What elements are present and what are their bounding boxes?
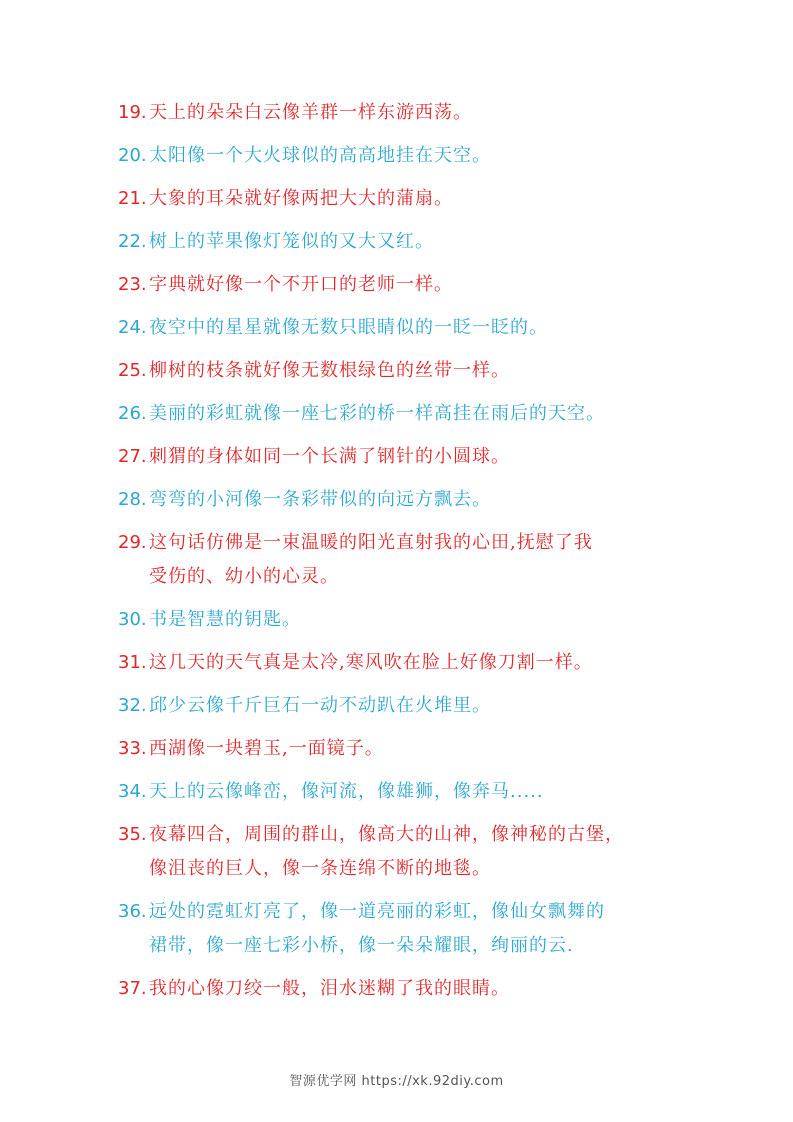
list-item: [118, 689, 718, 723]
list-item: [118, 225, 718, 259]
list-item: [118, 775, 718, 809]
item-text: 这句话仿佛是一束温暖的阳光直射我的心田,抚慰了我 受伤的、幼小的心灵。: [149, 532, 593, 587]
item-number: 37.: [118, 978, 147, 999]
item-number: 28.: [118, 489, 147, 510]
item-text: 西湖像一块碧玉,一面镜子。: [149, 738, 384, 759]
item-number: 36.: [118, 901, 147, 922]
item-text: 我的心像刀绞一般，泪水迷糊了我的眼睛。: [149, 978, 510, 999]
item-number: 32.: [118, 695, 147, 716]
item-text: 邱少云像千斤巨石一动不动趴在火堆里。: [149, 695, 491, 716]
list-item: [118, 354, 718, 388]
list-item: [118, 268, 718, 302]
item-text: 远处的霓虹灯亮了，像一道亮丽的彩虹，像仙女飘舞的 裙带，像一座七彩小桥，像一朵朵耀眼，绚丽的云.: [149, 901, 605, 956]
item-number: 23.: [118, 274, 147, 295]
item-number: 30.: [118, 609, 147, 630]
item-text: 柳树的枝条就好像无数根绿色的丝带一样。: [149, 360, 510, 381]
item-number: 27.: [118, 446, 147, 467]
list-item: [118, 139, 718, 173]
list-item: [118, 646, 718, 680]
item-number: 29.: [118, 532, 147, 553]
list-item: [118, 732, 718, 766]
list-item: [118, 96, 718, 130]
item-text: 夜幕四合，周围的群山，像高大的山神，像神秘的古堡， 像沮丧的巨人，像一条连绵不断的地毯。: [149, 824, 624, 879]
item-text: 美丽的彩虹就像一座七彩的桥一样高挂在雨后的天空。: [149, 403, 605, 424]
item-text: 大象的耳朵就好像两把大大的蒲扇。: [149, 188, 453, 209]
item-text: 树上的苹果像灯笼似的又大又红。: [149, 231, 434, 252]
item-number: 33.: [118, 738, 147, 759]
item-number: 21.: [118, 188, 147, 209]
item-number: 24.: [118, 317, 147, 338]
item-number: 26.: [118, 403, 147, 424]
item-text: 夜空中的星星就像无数只眼睛似的一眨一眨的。: [149, 317, 548, 338]
list-item: [118, 895, 718, 963]
item-text: 天上的朵朵白云像羊群一样东游西荡。: [149, 102, 472, 123]
item-text: 太阳像一个大火球似的高高地挂在天空。: [149, 145, 491, 166]
item-text: 天上的云像峰峦，像河流，像雄狮，像奔马.....: [149, 781, 544, 802]
item-number: 25.: [118, 360, 147, 381]
item-text: 刺猬的身体如同一个长满了钢针的小圆球。: [149, 446, 510, 467]
item-number: 20.: [118, 145, 147, 166]
item-number: 34.: [118, 781, 147, 802]
list-item: [118, 182, 718, 216]
list-item: [118, 972, 718, 1006]
list-item: [118, 311, 718, 345]
list-item: [118, 397, 718, 431]
list-item: [118, 440, 718, 474]
list-item: [118, 526, 718, 594]
sentence-list: [118, 96, 718, 1015]
item-number: 35.: [118, 824, 147, 845]
item-number: 19.: [118, 102, 147, 123]
item-text: 弯弯的小河像一条彩带似的向远方飘去。: [149, 489, 491, 510]
list-item: [118, 818, 718, 886]
item-text: 这几天的天气真是太冷,寒风吹在脸上好像刀割一样。: [149, 652, 593, 673]
footer-watermark: 智源优学网 https://xk.92diy.com: [289, 1074, 504, 1089]
item-text: 字典就好像一个不开口的老师一样。: [149, 274, 453, 295]
item-number: 31.: [118, 652, 147, 673]
list-item: [118, 483, 718, 517]
item-text: 书是智慧的钥匙。: [149, 609, 301, 630]
item-number: 22.: [118, 231, 147, 252]
list-item: [118, 603, 718, 637]
